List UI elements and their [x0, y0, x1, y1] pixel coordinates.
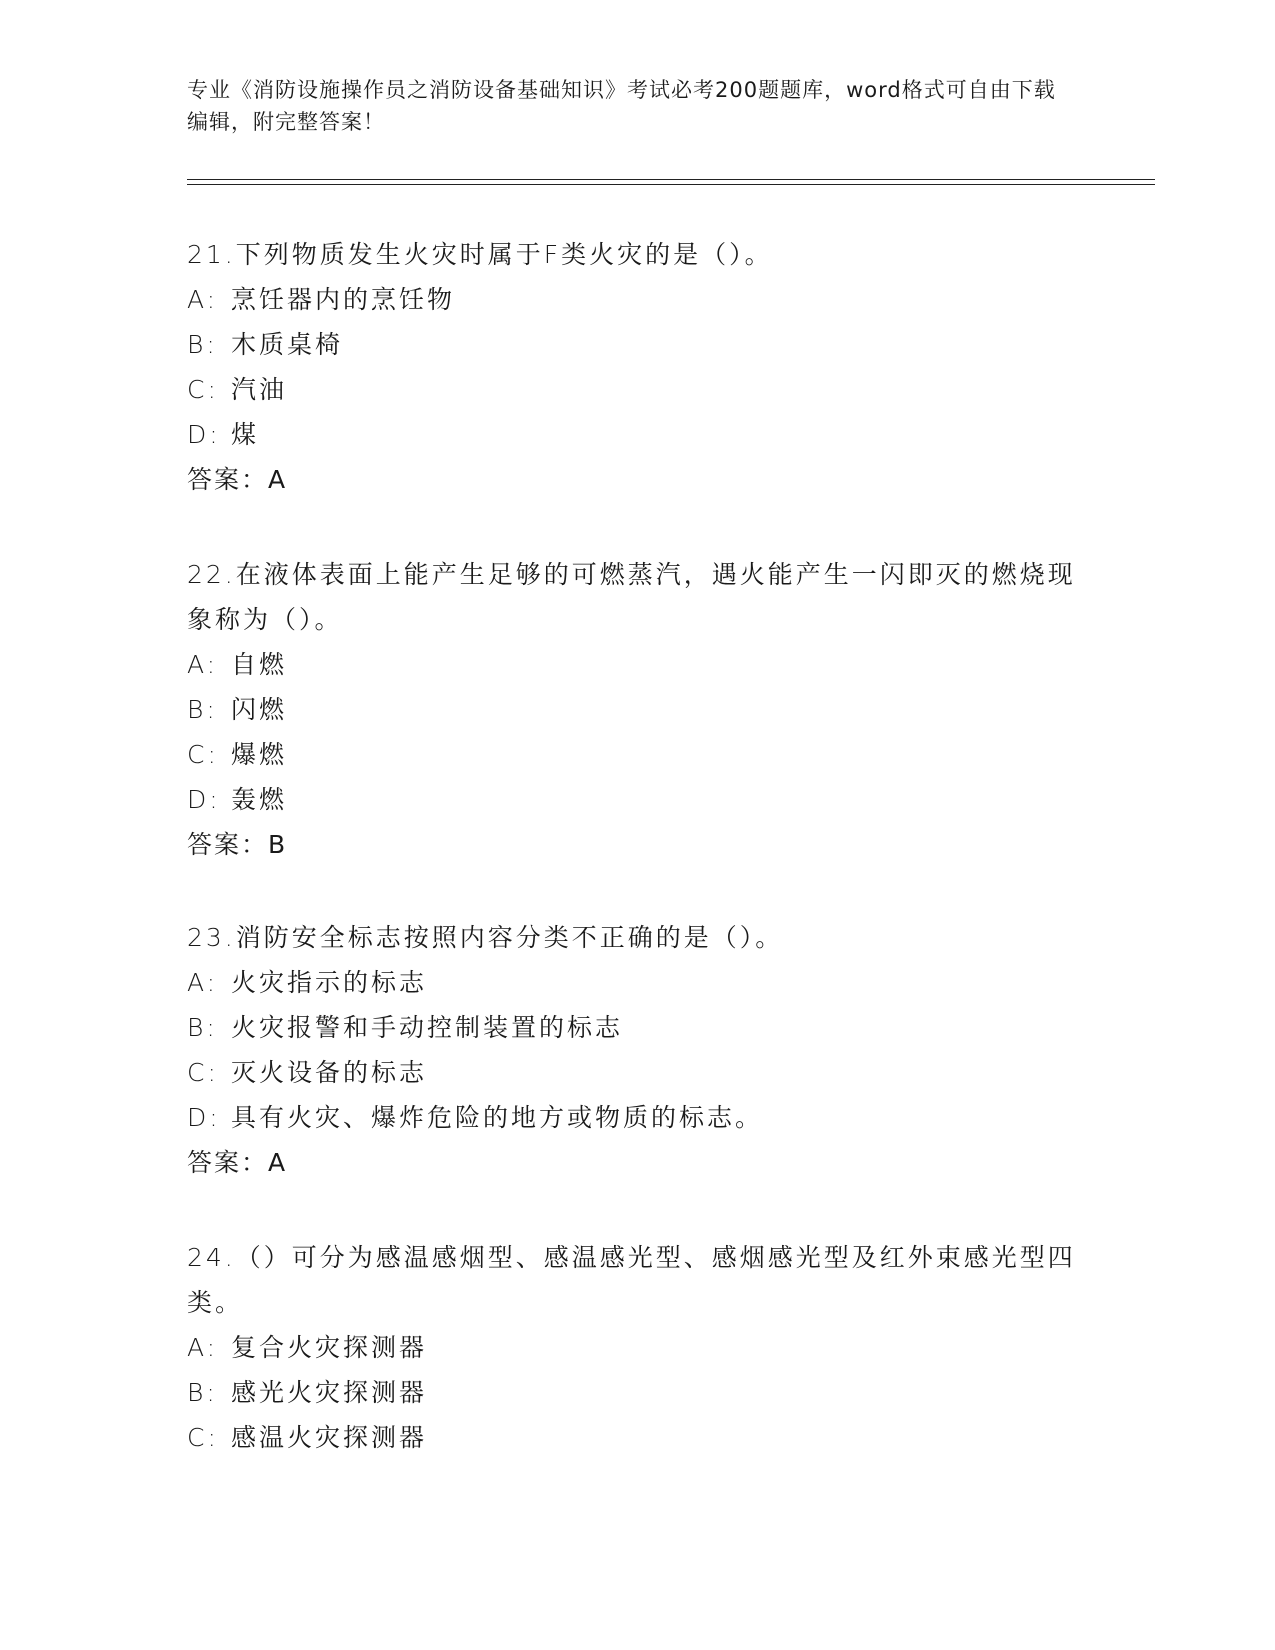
option-text: 感光火灾探测器 — [231, 1378, 428, 1407]
document-header: 专业《消防设施操作员之消防设备基础知识》考试必考200题题库，word格式可自由下载编辑，附完整答案！ — [187, 78, 1056, 134]
header-divider-top — [187, 179, 1155, 180]
option-b — [187, 322, 1087, 367]
question-stem: 21.下列物质发生火灾时属于F类火灾的是（）。 — [187, 240, 773, 269]
answer-line: 答案：A — [187, 1148, 288, 1177]
option-key: C: — [187, 1423, 219, 1452]
option-b — [187, 1005, 1087, 1050]
question-24 — [187, 1235, 1087, 1460]
option-key: A: — [187, 968, 219, 997]
option-key: C: — [187, 1058, 219, 1087]
option-c — [187, 367, 1087, 412]
option-a — [187, 277, 1087, 322]
option-key: D: — [187, 785, 221, 814]
option-a — [187, 960, 1087, 1005]
option-text: 灭火设备的标志 — [231, 1058, 428, 1087]
answer-line: 答案：A — [187, 465, 288, 494]
option-text: 复合火灾探测器 — [231, 1333, 428, 1362]
question-22 — [187, 552, 1087, 868]
option-d — [187, 777, 1087, 822]
option-text: 闪燃 — [231, 695, 288, 724]
option-text: 汽油 — [231, 375, 288, 404]
option-text: 轰燃 — [231, 785, 288, 814]
option-text: 烹饪器内的烹饪物 — [231, 285, 456, 314]
option-text: 木质桌椅 — [231, 330, 344, 359]
option-key: C: — [187, 375, 219, 404]
option-text: 火灾报警和手动控制装置的标志 — [231, 1013, 624, 1042]
option-text: 具有火灾、爆炸危险的地方或物质的标志。 — [231, 1103, 764, 1132]
option-b — [187, 1370, 1087, 1415]
option-key: B: — [187, 1378, 218, 1407]
option-c — [187, 732, 1087, 777]
option-key: A: — [187, 1333, 219, 1362]
option-a — [187, 1325, 1087, 1370]
option-key: D: — [187, 1103, 221, 1132]
option-a — [187, 642, 1087, 687]
option-key: A: — [187, 285, 219, 314]
question-stem: 23.消防安全标志按照内容分类不正确的是（）。 — [187, 923, 784, 952]
option-key: A: — [187, 650, 219, 679]
option-text: 火灾指示的标志 — [231, 968, 428, 997]
option-key: C: — [187, 740, 219, 769]
option-d — [187, 412, 1087, 457]
option-text: 自燃 — [231, 650, 288, 679]
option-d — [187, 1095, 1087, 1140]
option-key: B: — [187, 330, 218, 359]
option-c — [187, 1050, 1087, 1095]
question-23 — [187, 915, 1087, 1186]
question-stem: 24.（）可分为感温感烟型、感温感光型、感烟感光型及红外束感光型四类。 — [187, 1243, 1076, 1317]
option-text: 爆燃 — [231, 740, 288, 769]
option-b — [187, 687, 1087, 732]
option-c — [187, 1415, 1087, 1460]
question-stem: 22.在液体表面上能产生足够的可燃蒸汽，遇火能产生一闪即灭的燃烧现象称为（）。 — [187, 560, 1076, 634]
answer-line: 答案：B — [187, 830, 288, 859]
option-key: B: — [187, 1013, 218, 1042]
option-key: D: — [187, 420, 221, 449]
header-divider-bottom — [187, 184, 1155, 185]
option-key: B: — [187, 695, 218, 724]
option-text: 煤 — [231, 420, 260, 449]
question-21 — [187, 232, 1087, 503]
option-text: 感温火灾探测器 — [231, 1423, 428, 1452]
